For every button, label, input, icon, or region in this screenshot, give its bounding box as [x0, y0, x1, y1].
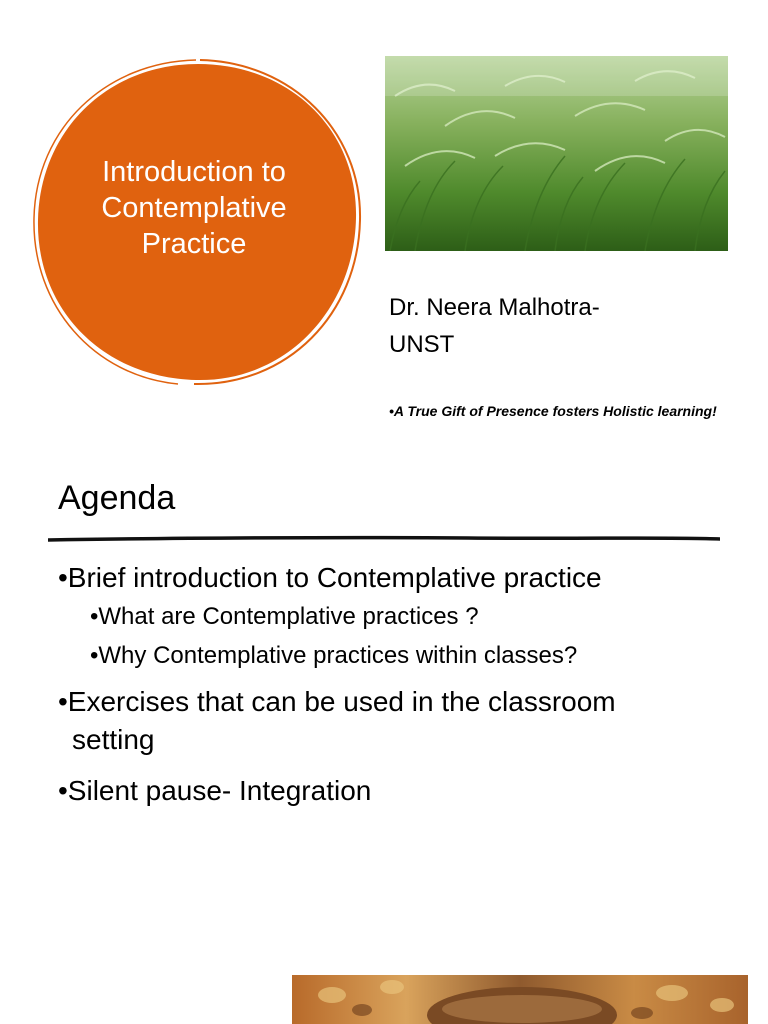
autumn-bowl-image: [292, 975, 748, 1024]
tagline-quote: •A True Gift of Presence fosters Holistic learning!: [389, 403, 717, 419]
agenda-sub-bullet: •What are Contemplative practices ?: [90, 603, 479, 630]
heading-divider: [48, 534, 720, 544]
agenda-sub-bullet: •Why Contemplative practices within classes?: [90, 642, 578, 669]
title-slide: [0, 0, 768, 443]
agenda-bullet: •Exercises that can be used in the classroom setting: [58, 686, 616, 755]
wheat-field-photo: [385, 56, 728, 251]
agenda-slide: [0, 448, 768, 1024]
agenda-bullet: •Brief introduction to Contemplative practice: [58, 562, 602, 593]
agenda-heading: Agenda: [58, 479, 176, 517]
author-name: Dr. Neera Malhotra- UNST: [389, 294, 600, 358]
slide-title: Introduction to Contemplative Practice: [101, 156, 287, 260]
agenda-bullet: •Silent pause- Integration: [58, 775, 372, 806]
